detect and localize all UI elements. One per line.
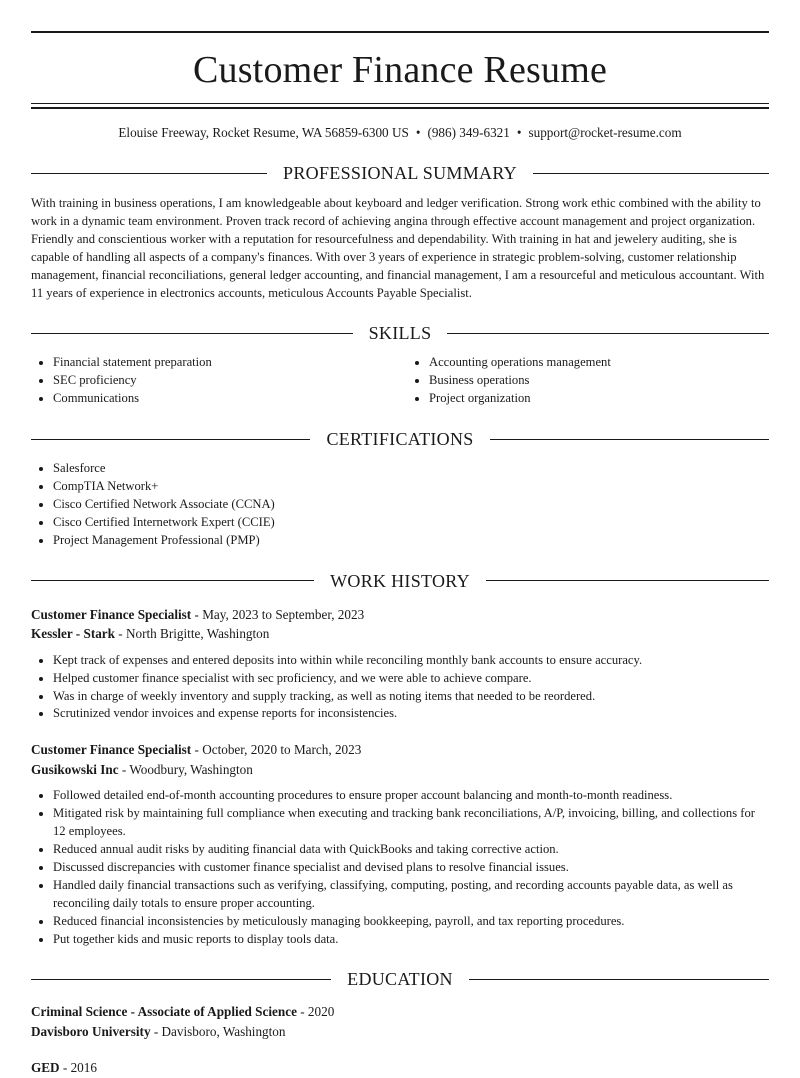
job-entry: [31, 605, 769, 724]
education-degree: GED: [31, 1060, 60, 1076]
section-title: SKILLS: [368, 323, 432, 344]
heading-rule-right: [533, 173, 769, 174]
section-heading-education: [31, 968, 769, 990]
job-title-line: [31, 605, 769, 625]
heading-rule-left: [31, 439, 310, 440]
section-heading-summary: [31, 162, 769, 184]
skill-item: • Project organization: [429, 390, 769, 408]
job-title: Customer Finance Specialist: [31, 742, 192, 758]
skill-item: • Business operations: [429, 372, 769, 390]
skill-item: • Financial statement preparation: [53, 354, 393, 372]
page-title: Customer Finance Resume: [192, 49, 608, 91]
education-degree-line: [31, 1058, 769, 1078]
section-heading-skills: [31, 322, 769, 344]
job-bullet: • Handled daily financial transactions such as verifying, classifying, computing, posting, and recording accounts payable data, as well as reconciling daily totals to ensure proper accounting.: [53, 877, 769, 913]
education-year: - 2016: [59, 1060, 97, 1076]
section-heading-certifications: [31, 428, 769, 450]
job-company-line: [31, 760, 769, 780]
job-bullets: [31, 652, 769, 724]
section-title: CERTIFICATIONS: [326, 429, 474, 450]
job-company-line: [31, 624, 769, 644]
job-dates: - May, 2023 to September, 2023: [191, 606, 365, 622]
job-bullet: • Put together kids and music reports to display tools data.: [53, 931, 769, 949]
resume-page: [31, 0, 769, 1078]
education-location: - Davisboro, Washington: [150, 1023, 286, 1039]
job-bullet: • Followed detailed end-of-month accounting procedures to ensure proper account balancing and month-to-month readiness.: [53, 787, 769, 805]
heading-rule-right: [447, 333, 769, 334]
job-bullet: • Mitigated risk by maintaining full compliance when executing and tracking bank reconciliations, A/P, invoicing, billing, and collections for 12 employees.: [53, 805, 769, 841]
job-bullet: • Helped customer finance specialist with sec proficiency, and we were able to achieve compare.: [53, 670, 769, 688]
job-company: Gusikowski Inc: [31, 761, 119, 777]
contact-address: Elouise Freeway, Rocket Resume, WA 56859-6300 US: [118, 125, 409, 140]
certification-item: • Cisco Certified Internetwork Expert (CCIE): [53, 514, 769, 532]
job-bullet: • Was in charge of weekly inventory and supply tracking, as well as noting items that needed to be reordered.: [53, 688, 769, 706]
education-degree: Criminal Science - Associate of Applied Science: [31, 1004, 297, 1020]
job-location: - North Brigitte, Washington: [115, 626, 270, 642]
certification-item: • CompTIA Network+: [53, 478, 769, 496]
job-bullet: • Scrutinized vendor invoices and expense reports for inconsistencies.: [53, 705, 769, 723]
job-bullet: • Reduced annual audit risks by auditing financial data with QuickBooks and taking corrective action.: [53, 841, 769, 859]
heading-rule-left: [31, 979, 331, 980]
skills-column-left: [31, 354, 393, 408]
heading-rule-right: [486, 580, 769, 581]
heading-rule-left: [31, 333, 353, 334]
skill-item: • Communications: [53, 390, 393, 408]
certification-item: • Project Management Professional (PMP): [53, 532, 769, 550]
section-title: EDUCATION: [347, 969, 453, 990]
skills-column-right: [393, 354, 769, 408]
job-entry: [31, 740, 769, 948]
education-entry: [31, 1002, 769, 1041]
education-year: - 2020: [296, 1004, 335, 1020]
title-double-rule: [31, 103, 769, 109]
heading-rule-right: [490, 439, 769, 440]
job-bullets: [31, 787, 769, 948]
skills-list: [31, 354, 769, 408]
certifications-list: [31, 460, 769, 550]
job-company: Kessler - Stark: [31, 626, 115, 642]
job-bullet: • Discussed discrepancies with customer finance specialist and devised plans to resolve financial issues.: [53, 859, 769, 877]
education-school-line: [31, 1022, 769, 1042]
skill-item: • SEC proficiency: [53, 372, 393, 390]
job-dates: - October, 2020 to March, 2023: [191, 742, 362, 758]
heading-rule-left: [31, 580, 314, 581]
contact-separator: •: [516, 125, 522, 140]
section-heading-work-history: [31, 570, 769, 592]
job-title: Customer Finance Specialist: [31, 606, 192, 622]
contact-email: support@rocket-resume.com: [528, 125, 682, 140]
education-degree-line: [31, 1002, 769, 1022]
contact-separator: •: [415, 125, 421, 140]
job-bullet: • Kept track of expenses and entered deposits into within while reconciling monthly bank accounts to ensure accuracy.: [53, 652, 769, 670]
certification-item: • Cisco Certified Network Associate (CCNA): [53, 496, 769, 514]
job-location: - Woodbury, Washington: [118, 761, 253, 777]
certification-item: • Salesforce: [53, 460, 769, 478]
education-school: Davisboro University: [31, 1023, 151, 1039]
heading-rule-left: [31, 173, 267, 174]
education-entry: [31, 1058, 769, 1078]
section-title: WORK HISTORY: [330, 570, 470, 591]
heading-rule-right: [469, 979, 769, 980]
skill-item: • Accounting operations management: [429, 354, 769, 372]
job-title-line: [31, 740, 769, 760]
section-title: PROFESSIONAL SUMMARY: [283, 163, 517, 183]
contact-phone: (986) 349-6321: [427, 125, 510, 140]
job-bullet: • Reduced financial inconsistencies by meticulously managing bookkeeping, payroll, and tax reporting procedures.: [53, 913, 769, 931]
summary-paragraph: With training in business operations, I am knowledgeable about keyboard and ledger verification. Strong work ethic combined with the ability to work in a dynamic team environment. Proven track record of achieving angina through effective account management and project organization. Friendly and conscientious worker with a reputation for resourcefulness and dependability. With training in hat and jewelery auditing, she is capable of handling all aspects of a company's finances. With over 3 years of experience in strategic problem-solving, customer relationship management, financial reconciliations, general ledger accounting, and financial management, I am a resourceful and meticulous accountant. With 11 years of experience in electronics accounts, meticulous Accounts Payable Specialist.: [31, 196, 765, 300]
contact-line: [31, 124, 769, 142]
